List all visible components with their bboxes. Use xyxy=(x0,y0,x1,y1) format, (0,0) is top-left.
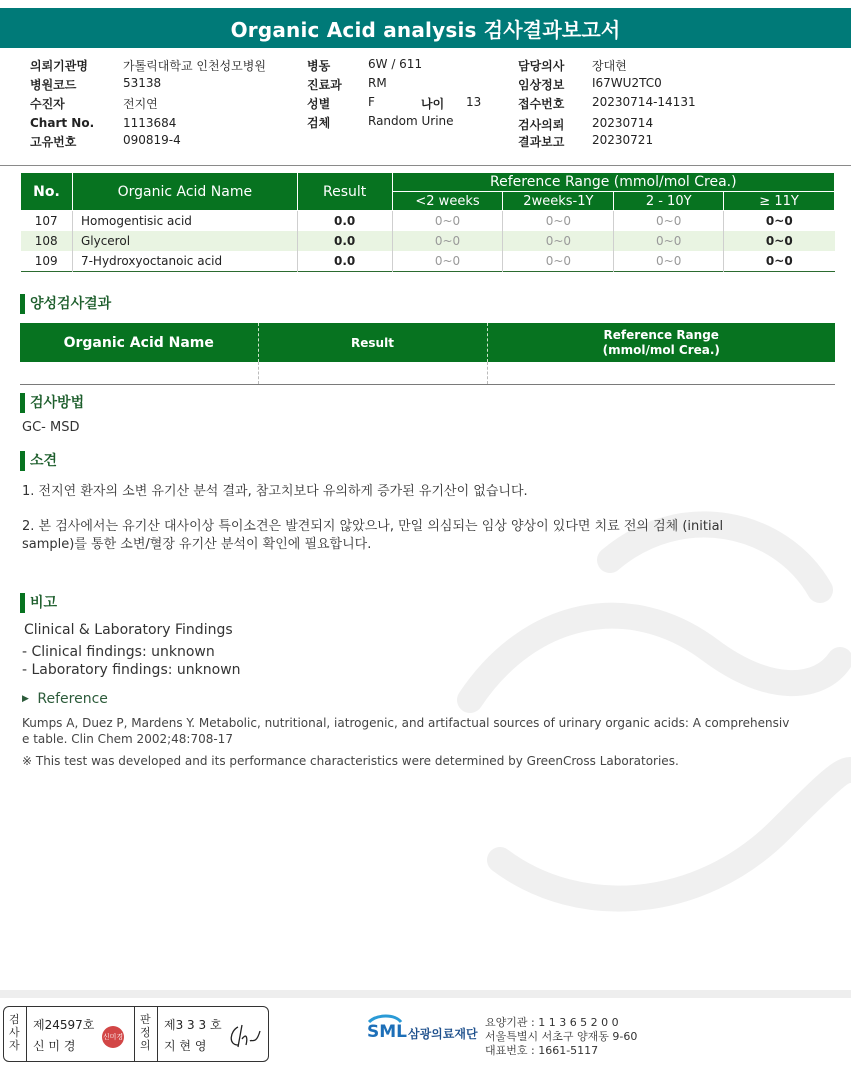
info-label: 검사의뢰 xyxy=(518,118,565,132)
signature-box xyxy=(3,1006,269,1062)
row-range: 0~0 xyxy=(503,251,614,272)
info-label: 임상정보 xyxy=(518,78,565,92)
info-label: 접수번호 xyxy=(518,97,565,111)
info-label: 의뢰기관명 xyxy=(30,59,88,73)
table-row xyxy=(21,231,835,251)
clinical-findings: - Clinical findings: unknown xyxy=(22,644,215,660)
table-row xyxy=(20,362,835,385)
info-value: 6W / 611 xyxy=(368,57,423,71)
info-label: Chart No. xyxy=(30,116,95,130)
institution-number: 요양기관 : 1 1 3 6 5 2 0 0 xyxy=(485,1016,619,1029)
info-label: 병원코드 xyxy=(30,78,77,92)
row-result: 0.0 xyxy=(297,231,392,251)
col-header-range: ≥ 11Y xyxy=(724,192,835,211)
row-range: 0~0 xyxy=(724,251,835,272)
col-header-range: <2 weeks xyxy=(392,192,503,211)
reference-text: Kumps A, Duez P, Mardens Y. Metabolic, nutritional, iatrogenic, and artifactual sources of urinary organic acids: A comprehensiv xyxy=(22,716,790,730)
info-value: 20230714 xyxy=(592,116,654,130)
results-table xyxy=(20,172,835,272)
examiner-stamp: 신미경 xyxy=(102,1026,124,1048)
col-header-result: Result xyxy=(297,173,392,211)
info-label: 성별 xyxy=(307,97,331,111)
ref-header-line: Reference Range xyxy=(603,327,719,342)
row-result: 0.0 xyxy=(297,251,392,272)
row-range: 0~0 xyxy=(392,251,503,272)
info-value: 13 xyxy=(466,95,482,109)
positive-results-table xyxy=(20,323,835,385)
col-header-range: 2 - 10Y xyxy=(614,192,724,211)
examiner-name: 신 미 경 xyxy=(33,1039,76,1053)
info-label: 진료과 xyxy=(307,78,342,92)
opinion-line: 1. 전지연 환자의 소변 유기산 분석 결과, 참고치보다 유의하게 증가된 유기산이 없습니다. xyxy=(22,484,528,499)
info-label: 고유번호 xyxy=(30,135,77,149)
info-value: Random Urine xyxy=(368,114,454,128)
opinion-line: sample)를 통한 소변/혈장 유기산 분석이 확인에 필요합니다. xyxy=(22,537,372,552)
footer-divider xyxy=(0,990,851,998)
findings-heading: Clinical & Laboratory Findings xyxy=(24,622,233,638)
divider xyxy=(0,165,851,166)
row-range: 0~0 xyxy=(392,231,503,251)
info-value: 20230721 xyxy=(592,133,654,147)
section-method: 검사방법 xyxy=(20,393,84,413)
info-value: 20230714-14131 xyxy=(592,95,696,109)
phone-number: 대표번호 : 1661-5117 xyxy=(485,1044,599,1057)
info-value: 가톨릭대학교 인천성모병원 xyxy=(123,59,266,73)
reviewer-label: 판정의 xyxy=(140,1013,151,1052)
info-value: 53138 xyxy=(123,76,162,90)
examiner-number: 제24597호 xyxy=(33,1018,95,1032)
disclaimer-note: ※ This test was developed and its performance characteristics were determined by GreenCross Laboratories. xyxy=(22,754,679,768)
row-name: Glycerol xyxy=(72,231,297,251)
reviewer-number: 제3 3 3 호 xyxy=(164,1018,222,1032)
report-title: Organic Acid analysis 검사결과보고서 xyxy=(0,8,851,48)
examiner-label: 검사자 xyxy=(9,1013,20,1052)
divider xyxy=(134,1007,135,1061)
row-range: 0~0 xyxy=(503,211,614,232)
col-header-name: Organic Acid Name xyxy=(20,323,258,362)
info-value: 1113684 xyxy=(123,116,177,130)
info-label: 수진자 xyxy=(30,97,65,111)
row-range: 0~0 xyxy=(724,211,835,232)
table-row xyxy=(21,211,835,232)
info-label: 담당의사 xyxy=(518,59,565,73)
divider xyxy=(157,1007,158,1061)
info-label: 검체 xyxy=(307,116,331,130)
sml-logo xyxy=(367,1018,405,1044)
table-row xyxy=(21,251,835,272)
section-positive-results: 양성검사결과 xyxy=(20,294,111,314)
reference-label: Reference xyxy=(37,691,108,707)
row-range: 0~0 xyxy=(614,211,724,232)
row-no: 108 xyxy=(21,231,73,251)
ref-header-line: (mmol/mol Crea.) xyxy=(602,342,720,357)
info-value: I67WU2TC0 xyxy=(592,76,662,90)
method-text: GC- MSD xyxy=(22,420,80,435)
logo-text: SML xyxy=(367,1022,407,1042)
info-value: 장대현 xyxy=(592,59,627,73)
row-range: 0~0 xyxy=(503,231,614,251)
info-label: 결과보고 xyxy=(518,135,565,149)
row-name: 7-Hydroxyoctanoic acid xyxy=(72,251,297,272)
section-remarks: 비고 xyxy=(20,593,57,613)
address: 서울특별시 서초구 양재동 9-60 xyxy=(485,1030,638,1043)
col-header-reference: Reference Range (mmol/mol Crea.) xyxy=(392,173,834,192)
info-value: RM xyxy=(368,76,387,90)
signature-icon xyxy=(226,1021,262,1051)
row-range: 0~0 xyxy=(724,231,835,251)
info-label: 나이 xyxy=(421,97,445,111)
info-value: 전지연 xyxy=(123,97,158,111)
row-no: 109 xyxy=(34,254,58,268)
col-header-result: Result xyxy=(258,323,487,362)
laboratory-findings: - Laboratory findings: unknown xyxy=(22,662,241,678)
row-range: 0~0 xyxy=(614,231,724,251)
row-name: Homogentisic acid xyxy=(72,211,297,232)
divider xyxy=(26,1007,27,1061)
reference-heading xyxy=(22,691,108,707)
reference-text: e table. Clin Chem 2002;48:708-17 xyxy=(22,732,233,746)
col-header-range: 2weeks-1Y xyxy=(503,192,614,211)
org-name: 삼광의료재단 xyxy=(408,1027,478,1041)
opinion-line: 2. 본 검사에서는 유기산 대사이상 특이소견은 발견되지 않았으나, 만일 의심되는 임상 양상이 있다면 치료 전의 검체 (initial xyxy=(22,519,724,534)
row-no: 107 xyxy=(34,214,58,228)
col-header-no: No. xyxy=(21,173,73,211)
col-header-name: Organic Acid Name xyxy=(72,173,297,211)
row-result: 0.0 xyxy=(297,211,392,232)
section-opinion: 소견 xyxy=(20,451,57,471)
row-range: 0~0 xyxy=(392,211,503,232)
reviewer-name: 지 현 영 xyxy=(164,1039,207,1053)
info-value: F xyxy=(368,95,375,109)
info-label: 병동 xyxy=(307,59,331,73)
col-header-reference xyxy=(487,323,835,362)
info-value: 090819-4 xyxy=(123,133,181,147)
triangle-icon: ▶ xyxy=(22,694,29,704)
row-range: 0~0 xyxy=(614,251,724,272)
